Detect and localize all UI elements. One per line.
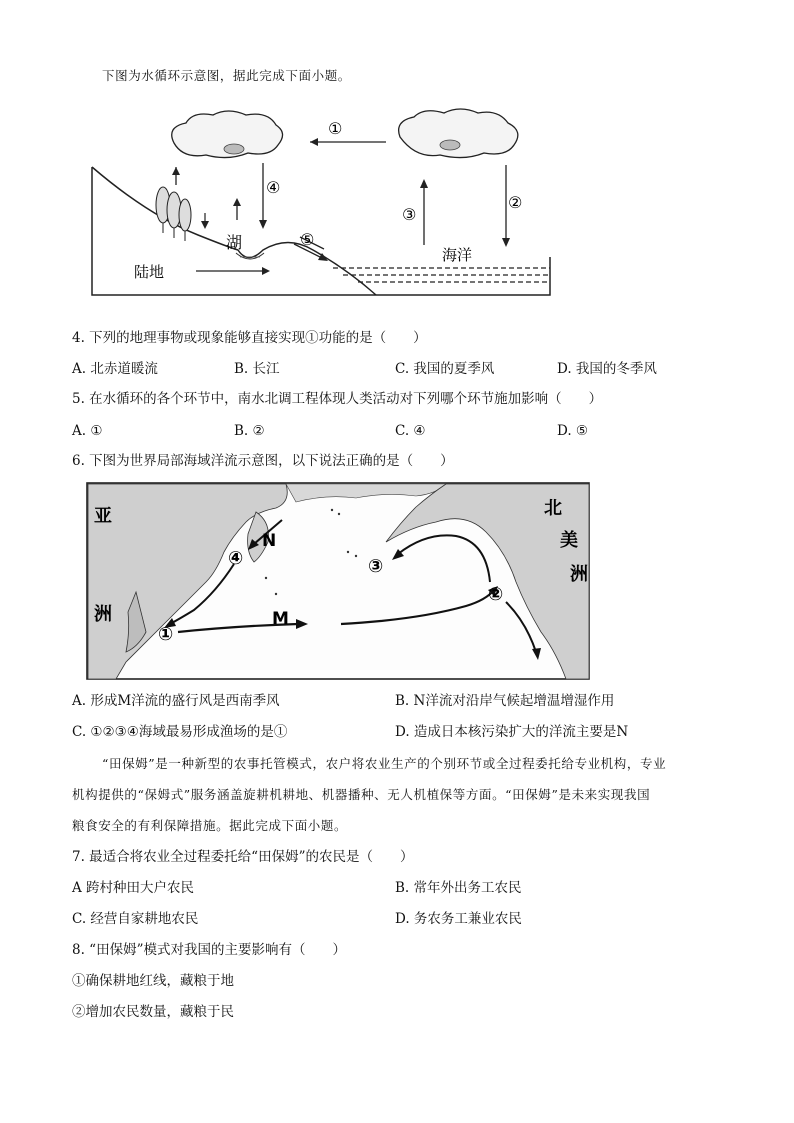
q4-option-b: B. 长江 (234, 361, 280, 377)
passage-line-1: “田保姆”是一种新型的农事托管模式，农户将农业生产的个别环节或全过程委托给专业机构，专业 (102, 756, 667, 771)
label-asia-1: 亚 (94, 506, 112, 527)
ocean-current-svg (86, 482, 590, 680)
q6-option-a: A. 形成M洋流的盛行风是西南季风 (72, 693, 280, 709)
label-na-2: 美 (560, 530, 578, 551)
label-na-3: 洲 (570, 564, 588, 585)
water-cycle-figure (88, 105, 558, 300)
q7-option-c: C. 经营自家耕地农民 (72, 911, 199, 927)
q6-stem: 6. 下图为世界局部海域洋流示意图，以下说法正确的是（ ） (72, 453, 454, 469)
label-m-current: M (272, 609, 289, 629)
q7-option-a: A 跨村种田大户农民 (72, 880, 195, 896)
q5-option-d: D. ⑤ (557, 423, 589, 439)
q6-option-d: D. 造成日本核污染扩大的洋流主要是N (395, 724, 629, 740)
q8-item-1: ①确保耕地红线，藏粮于地 (72, 973, 234, 989)
q5-option-a: A. ① (72, 423, 103, 439)
label-ocean: 海洋 (442, 246, 473, 264)
label-na-1: 北 (544, 498, 562, 519)
label-land: 陆地 (134, 263, 165, 281)
passage-line-3: 粮食安全的有利保障措施。据此完成下面小题。 (72, 818, 348, 833)
label-sea-3: ③ (368, 556, 384, 577)
label-5: ⑤ (300, 230, 315, 249)
label-asia-2: 洲 (94, 604, 112, 625)
q7-stem: 7. 最适合将农业全过程委托给“田保姆”的农民是（ ） (72, 849, 414, 865)
q6-option-c: C. ①②③④海域最易形成渔场的是① (72, 724, 288, 740)
label-sea-2: ② (488, 584, 504, 605)
q4-option-c: C. 我国的夏季风 (395, 361, 495, 377)
label-sea-4: ④ (228, 548, 244, 569)
water-cycle-svg (88, 105, 558, 300)
q7-option-d: D. 务农务工兼业农民 (395, 911, 522, 927)
ocean-current-map (86, 482, 590, 680)
label-3: ③ (402, 205, 417, 224)
q4-option-d: D. 我国的冬季风 (557, 361, 657, 377)
q5-option-c: C. ④ (395, 423, 426, 439)
q8-item-2: ②增加农民数量，藏粮于民 (72, 1004, 234, 1020)
passage-line-2: 机构提供的“保姆式”服务涵盖旋耕机耕地、机器播种、无人机植保等方面。“田保姆”是未来实现我国 (72, 787, 651, 802)
q8-stem: 8. “田保姆”模式对我国的主要影响有（ ） (72, 942, 346, 958)
label-n-current: N (262, 531, 277, 551)
q5-option-b: B. ② (234, 423, 265, 439)
q4-stem: 4. 下列的地理事物或现象能够直接实现①功能的是（ ） (72, 330, 427, 346)
label-4: ④ (266, 178, 281, 197)
q4-option-a: A. 北赤道暖流 (72, 361, 158, 377)
label-lake: 湖 (226, 233, 243, 252)
label-1: ① (328, 119, 343, 138)
q6-option-b: B. N洋流对沿岸气候起增温增湿作用 (395, 693, 615, 709)
q7-option-b: B. 常年外出务工农民 (395, 880, 522, 896)
intro-text: 下图为水循环示意图，据此完成下面小题。 (102, 68, 351, 83)
label-sea-1: ① (158, 624, 174, 645)
q5-stem: 5. 在水循环的各个环节中，南水北调工程体现人类活动对下列哪个环节施加影响（ ） (72, 391, 603, 407)
label-2: ② (508, 193, 523, 212)
